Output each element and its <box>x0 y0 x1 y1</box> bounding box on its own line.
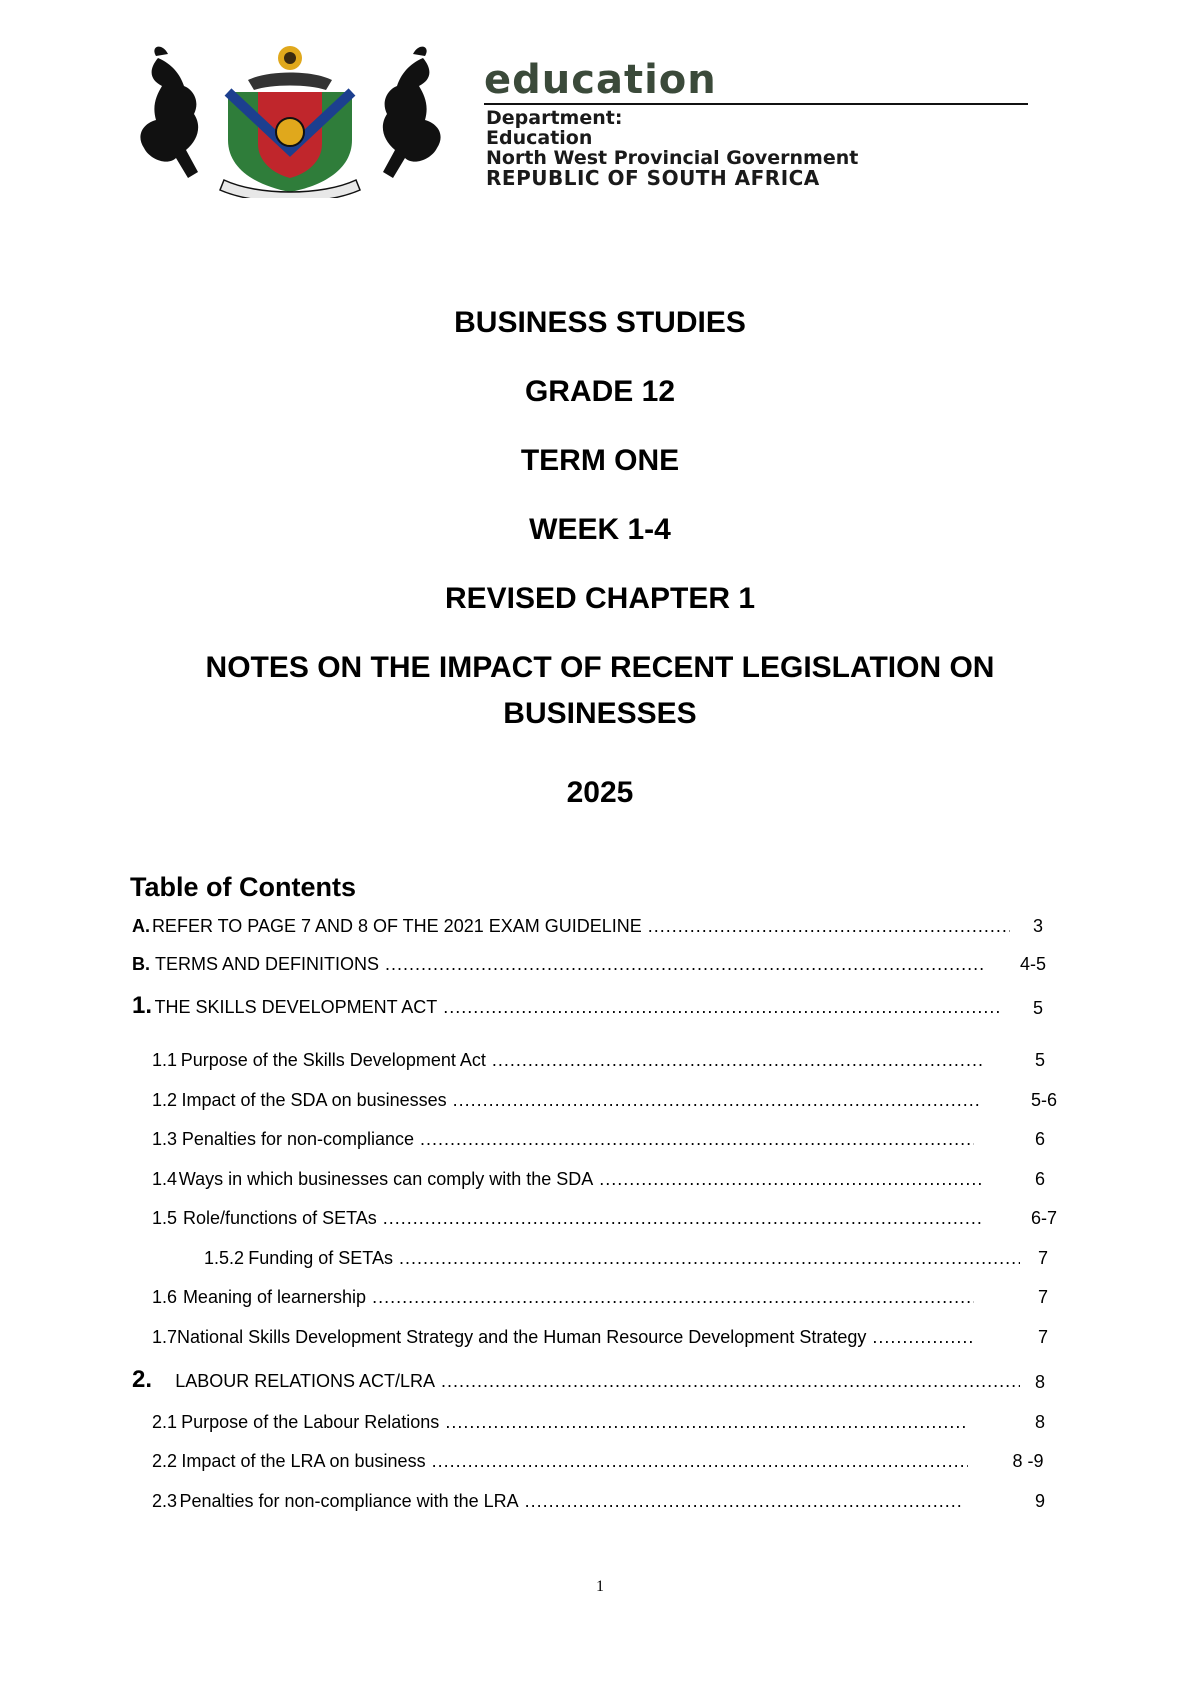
toc-item-label: Role/functions of SETAs ..... <box>183 1206 982 1230</box>
toc-item[interactable] <box>152 1127 974 1151</box>
toc-item-label: Penalties for non-compliance with the LRA ..... <box>179 1489 964 1513</box>
department-header <box>128 40 1028 200</box>
toc-item-page: 8 <box>1034 1372 1045 1392</box>
toc-item-page: 9 <box>1034 1491 1045 1511</box>
toc-item-number: 2.3 <box>152 1491 178 1511</box>
year-title: 2025 <box>566 776 634 809</box>
brand-word: education <box>484 57 717 103</box>
toc-item-page: 7 <box>1037 1248 1048 1268</box>
toc-item-label: Impact of the SDA on businesses ..... <box>182 1088 983 1112</box>
toc-item-label: TERMS AND DEFINITIONS ..... <box>155 952 984 976</box>
coat-of-arms-logo <box>128 40 453 198</box>
toc-item-label: Impact of the LRA on business ..... <box>181 1449 968 1473</box>
toc-item-page: 3 <box>1032 916 1043 936</box>
toc-item-page: 5-6 <box>1030 1090 1057 1110</box>
dept-line-1: Department: <box>486 107 623 129</box>
toc-item[interactable] <box>152 1048 982 1072</box>
toc-item-number: A. <box>132 916 150 936</box>
toc-item[interactable] <box>152 1285 974 1309</box>
page-number: 1 <box>596 1578 604 1595</box>
term-title: TERM ONE <box>520 444 680 477</box>
toc-item-label: REFER TO PAGE 7 AND 8 OF THE 2021 EXAM GUIDELINE ..... <box>152 914 1010 938</box>
toc-item-number: 1.4 <box>152 1169 178 1189</box>
toc-item-page: 7 <box>1037 1327 1048 1347</box>
toc-item[interactable] <box>132 952 984 976</box>
toc-item[interactable] <box>204 1246 1020 1270</box>
toc-item[interactable] <box>152 1410 968 1434</box>
brand-wordmark <box>484 58 1024 102</box>
toc-item-label: Penalties for non-compliance ..... <box>182 1127 974 1151</box>
toc-item-number: 1.7 <box>152 1327 178 1347</box>
toc-item-number: 2.1 <box>152 1412 178 1432</box>
weeks-title: WEEK 1-4 <box>529 513 671 546</box>
toc-item-page: 5 <box>1032 998 1043 1018</box>
toc-item-label: National Skills Development Strategy and the Human Resource Development Strategy ..... <box>177 1325 974 1349</box>
toc-item-number: 1.6 <box>152 1287 178 1307</box>
toc-item[interactable] <box>152 1206 982 1230</box>
toc-item-label: LABOUR RELATIONS ACT/LRA ..... <box>175 1369 1020 1393</box>
toc-item-number: 1.3 <box>152 1129 178 1149</box>
toc-item-label: Purpose of the Labour Relations ..... <box>181 1410 968 1434</box>
toc-item-label: THE SKILLS DEVELOPMENT ACT ..... <box>155 995 1002 1019</box>
brand-divider <box>484 103 1028 105</box>
toc-item-label: Meaning of learnership ..... <box>183 1285 974 1309</box>
toc-item-page: 6 <box>1034 1169 1045 1189</box>
toc-item[interactable] <box>152 1167 982 1191</box>
toc-item-number: 2.2 <box>152 1451 178 1471</box>
toc-item-page: 6 <box>1034 1129 1045 1149</box>
department-lines <box>486 108 858 188</box>
toc-item[interactable] <box>152 1325 974 1349</box>
toc-item[interactable] <box>152 1489 964 1513</box>
toc-item[interactable] <box>132 1368 1020 1393</box>
toc-item-number: 1.5 <box>152 1208 178 1228</box>
toc-item-page: 8 <box>1034 1412 1045 1432</box>
toc-item-label: Funding of SETAs ..... <box>248 1246 1020 1270</box>
toc-item-page: 5 <box>1034 1050 1045 1070</box>
grade-title: GRADE 12 <box>524 375 676 408</box>
toc-item[interactable] <box>132 994 1002 1019</box>
toc-item-page: 7 <box>1037 1287 1048 1307</box>
toc-item-number: 2. <box>132 1366 153 1393</box>
toc-item-number: 1.1 <box>152 1050 178 1070</box>
dept-line-3: North West Provincial Government <box>486 147 859 169</box>
dept-line-2: Education <box>486 127 593 149</box>
toc-item-number: B. <box>132 954 150 974</box>
topic-title: NOTES ON THE IMPACT OF RECENT LEGISLATION ON BUSINESSES <box>205 651 995 730</box>
toc-item-label: Purpose of the Skills Development Act ..... <box>181 1048 982 1072</box>
toc-item[interactable] <box>152 1088 982 1112</box>
toc-item-page: 6-7 <box>1030 1208 1057 1228</box>
toc-item-number: 1.2 <box>152 1090 178 1110</box>
toc-item-label: Ways in which businesses can comply with the SDA ..... <box>179 1167 982 1191</box>
subject-title: BUSINESS STUDIES <box>454 306 746 339</box>
toc-item-page: 4-5 <box>1019 954 1046 974</box>
toc-item-number: 1. <box>132 992 153 1019</box>
chapter-title: REVISED CHAPTER 1 <box>444 582 756 615</box>
dept-line-4: REPUBLIC OF SOUTH AFRICA <box>486 166 820 190</box>
toc-item[interactable] <box>152 1449 968 1473</box>
toc-item[interactable] <box>132 914 1010 938</box>
toc-item-number: 1.5.2 <box>204 1248 245 1268</box>
toc-item-page: 8 -9 <box>1012 1451 1044 1471</box>
toc-heading: Table of Contents <box>130 872 356 902</box>
